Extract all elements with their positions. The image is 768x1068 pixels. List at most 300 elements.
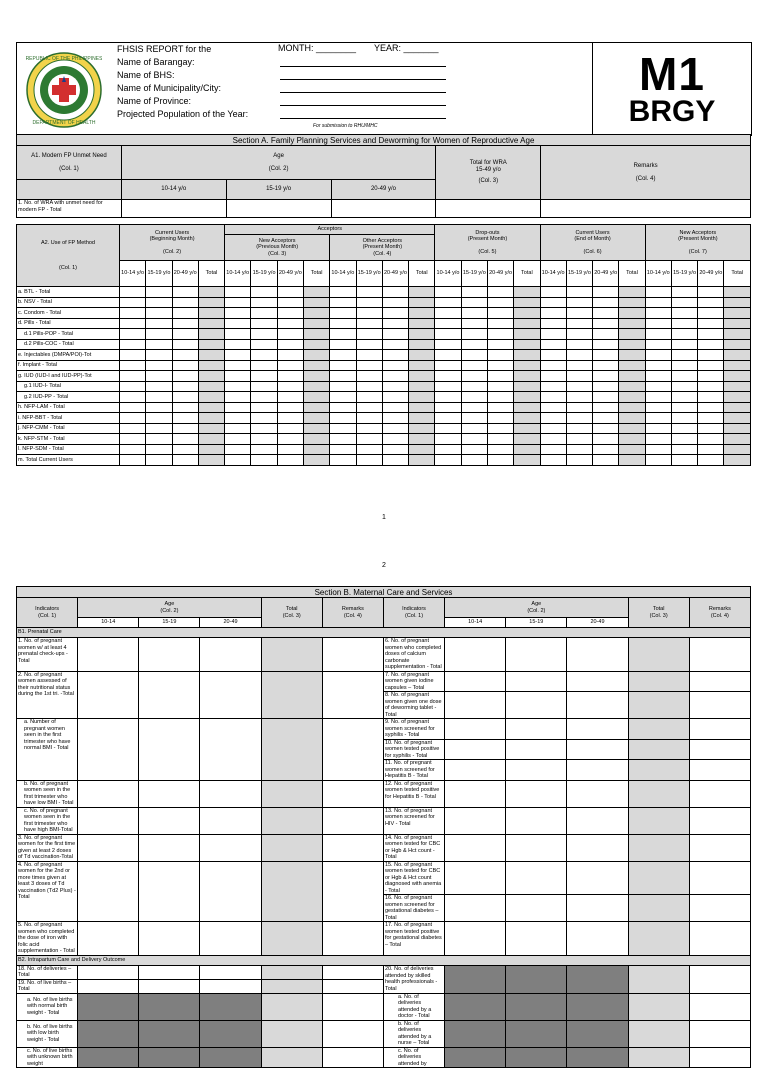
data-cell[interactable] bbox=[461, 339, 487, 350]
data-cell[interactable] bbox=[120, 434, 146, 445]
data-cell[interactable] bbox=[567, 1020, 628, 1047]
data-cell[interactable] bbox=[671, 318, 697, 329]
data-cell[interactable] bbox=[698, 423, 724, 434]
data-cell[interactable] bbox=[593, 318, 619, 329]
data-cell[interactable] bbox=[382, 318, 408, 329]
total-cell[interactable] bbox=[261, 1020, 322, 1047]
data-cell[interactable] bbox=[671, 339, 697, 350]
data-cell[interactable] bbox=[435, 413, 461, 424]
total-cell[interactable] bbox=[514, 371, 540, 382]
total-cell[interactable] bbox=[409, 371, 435, 382]
data-cell[interactable] bbox=[506, 834, 567, 861]
total-cell[interactable] bbox=[198, 339, 224, 350]
data-cell[interactable] bbox=[540, 455, 566, 466]
data-cell[interactable] bbox=[277, 287, 303, 298]
data-cell[interactable] bbox=[435, 287, 461, 298]
data-cell[interactable] bbox=[445, 895, 506, 922]
data-cell[interactable] bbox=[200, 638, 261, 672]
data-cell[interactable] bbox=[445, 671, 506, 692]
data-cell[interactable] bbox=[540, 308, 566, 319]
data-cell[interactable] bbox=[330, 434, 356, 445]
data-cell[interactable] bbox=[382, 392, 408, 403]
data-cell[interactable] bbox=[120, 339, 146, 350]
total-cell[interactable] bbox=[628, 834, 689, 861]
data-cell[interactable] bbox=[356, 392, 382, 403]
data-cell[interactable] bbox=[671, 308, 697, 319]
data-cell[interactable] bbox=[435, 350, 461, 361]
data-cell[interactable] bbox=[120, 455, 146, 466]
data-cell[interactable] bbox=[251, 434, 277, 445]
data-cell[interactable] bbox=[225, 455, 251, 466]
data-cell[interactable] bbox=[120, 297, 146, 308]
total-cell[interactable] bbox=[628, 807, 689, 834]
total-cell[interactable] bbox=[198, 360, 224, 371]
data-cell[interactable] bbox=[277, 434, 303, 445]
remarks-cell[interactable] bbox=[689, 638, 750, 672]
remarks-cell[interactable] bbox=[689, 1020, 750, 1047]
data-cell[interactable] bbox=[671, 455, 697, 466]
data-cell[interactable] bbox=[382, 402, 408, 413]
total-cell[interactable] bbox=[514, 455, 540, 466]
total-cell[interactable] bbox=[628, 638, 689, 672]
data-cell[interactable] bbox=[172, 329, 198, 340]
data-cell[interactable] bbox=[540, 287, 566, 298]
total-cell[interactable] bbox=[409, 402, 435, 413]
data-cell[interactable] bbox=[78, 719, 139, 781]
data-cell[interactable] bbox=[671, 297, 697, 308]
data-cell[interactable] bbox=[277, 402, 303, 413]
total-cell[interactable] bbox=[198, 350, 224, 361]
data-cell[interactable] bbox=[78, 780, 139, 807]
data-cell[interactable] bbox=[435, 455, 461, 466]
data-cell[interactable] bbox=[225, 402, 251, 413]
total-cell[interactable] bbox=[198, 423, 224, 434]
total-cell[interactable] bbox=[261, 807, 322, 834]
data-cell[interactable] bbox=[445, 807, 506, 834]
data-cell[interactable] bbox=[172, 308, 198, 319]
total-cell[interactable] bbox=[628, 692, 689, 719]
data-cell[interactable] bbox=[139, 979, 200, 993]
total-cell[interactable] bbox=[198, 434, 224, 445]
total-cell[interactable] bbox=[724, 444, 751, 455]
data-cell[interactable] bbox=[78, 638, 139, 672]
data-cell[interactable] bbox=[435, 434, 461, 445]
total-cell[interactable] bbox=[409, 350, 435, 361]
data-cell[interactable] bbox=[172, 413, 198, 424]
data-cell[interactable] bbox=[200, 965, 261, 979]
total-cell[interactable] bbox=[514, 339, 540, 350]
data-cell[interactable] bbox=[277, 381, 303, 392]
data-cell[interactable] bbox=[120, 402, 146, 413]
total-cell[interactable] bbox=[514, 318, 540, 329]
data-cell[interactable] bbox=[487, 423, 513, 434]
total-cell[interactable] bbox=[619, 329, 645, 340]
data-cell[interactable] bbox=[566, 339, 592, 350]
data-cell[interactable] bbox=[540, 339, 566, 350]
data-cell[interactable] bbox=[120, 371, 146, 382]
total-cell[interactable] bbox=[303, 413, 329, 424]
data-cell[interactable] bbox=[225, 381, 251, 392]
data-cell[interactable] bbox=[356, 423, 382, 434]
data-cell[interactable] bbox=[567, 692, 628, 719]
data-cell[interactable] bbox=[382, 423, 408, 434]
total-cell[interactable] bbox=[628, 1047, 689, 1068]
data-cell[interactable] bbox=[330, 402, 356, 413]
total-cell[interactable] bbox=[619, 318, 645, 329]
total-cell[interactable] bbox=[628, 780, 689, 807]
data-cell[interactable] bbox=[461, 444, 487, 455]
data-cell[interactable] bbox=[120, 350, 146, 361]
data-cell[interactable] bbox=[200, 993, 261, 1020]
data-cell[interactable] bbox=[645, 371, 671, 382]
data-cell[interactable] bbox=[330, 444, 356, 455]
total-cell[interactable] bbox=[198, 392, 224, 403]
data-cell[interactable] bbox=[506, 1020, 567, 1047]
data-cell[interactable] bbox=[200, 807, 261, 834]
data-cell[interactable] bbox=[593, 360, 619, 371]
remarks-cell[interactable] bbox=[322, 965, 383, 979]
data-cell[interactable] bbox=[540, 444, 566, 455]
data-cell[interactable] bbox=[698, 360, 724, 371]
data-cell[interactable] bbox=[593, 297, 619, 308]
data-cell[interactable] bbox=[225, 423, 251, 434]
data-cell[interactable] bbox=[593, 455, 619, 466]
data-cell[interactable] bbox=[146, 434, 172, 445]
data-cell[interactable] bbox=[146, 392, 172, 403]
data-cell[interactable] bbox=[172, 350, 198, 361]
total-cell[interactable] bbox=[303, 329, 329, 340]
data-cell[interactable] bbox=[566, 297, 592, 308]
data-cell[interactable] bbox=[172, 318, 198, 329]
data-cell[interactable] bbox=[146, 318, 172, 329]
data-cell[interactable] bbox=[139, 638, 200, 672]
total-cell[interactable] bbox=[619, 339, 645, 350]
total-cell[interactable] bbox=[514, 444, 540, 455]
total-cell[interactable] bbox=[724, 350, 751, 361]
data-cell[interactable] bbox=[146, 360, 172, 371]
total-cell[interactable] bbox=[514, 392, 540, 403]
data-cell[interactable] bbox=[139, 807, 200, 834]
data-cell[interactable] bbox=[251, 455, 277, 466]
data-cell[interactable] bbox=[566, 308, 592, 319]
data-cell[interactable] bbox=[225, 371, 251, 382]
data-cell[interactable] bbox=[461, 318, 487, 329]
data-cell[interactable] bbox=[139, 922, 200, 956]
data-cell[interactable] bbox=[251, 287, 277, 298]
data-cell[interactable] bbox=[506, 922, 567, 956]
total-cell[interactable] bbox=[198, 413, 224, 424]
data-cell[interactable] bbox=[645, 297, 671, 308]
data-cell[interactable] bbox=[445, 922, 506, 956]
data-cell[interactable] bbox=[593, 287, 619, 298]
data-cell[interactable] bbox=[671, 402, 697, 413]
data-cell[interactable] bbox=[567, 671, 628, 692]
remarks-cell[interactable] bbox=[689, 1047, 750, 1068]
remarks-cell[interactable] bbox=[322, 993, 383, 1020]
total-cell[interactable] bbox=[724, 360, 751, 371]
data-cell[interactable] bbox=[200, 979, 261, 993]
data-cell[interactable] bbox=[487, 329, 513, 340]
data-cell[interactable] bbox=[487, 413, 513, 424]
total-cell[interactable] bbox=[619, 308, 645, 319]
total-cell[interactable] bbox=[198, 297, 224, 308]
data-cell[interactable] bbox=[461, 371, 487, 382]
data-cell[interactable] bbox=[645, 287, 671, 298]
data-cell[interactable] bbox=[566, 455, 592, 466]
data-cell[interactable] bbox=[435, 444, 461, 455]
data-cell[interactable] bbox=[78, 807, 139, 834]
total-cell[interactable] bbox=[514, 423, 540, 434]
cell[interactable] bbox=[121, 200, 226, 218]
data-cell[interactable] bbox=[382, 413, 408, 424]
data-cell[interactable] bbox=[671, 434, 697, 445]
data-cell[interactable] bbox=[146, 329, 172, 340]
data-cell[interactable] bbox=[251, 360, 277, 371]
data-cell[interactable] bbox=[200, 1020, 261, 1047]
data-cell[interactable] bbox=[277, 318, 303, 329]
data-cell[interactable] bbox=[356, 413, 382, 424]
total-cell[interactable] bbox=[198, 381, 224, 392]
data-cell[interactable] bbox=[506, 739, 567, 760]
total-cell[interactable] bbox=[409, 308, 435, 319]
data-cell[interactable] bbox=[356, 329, 382, 340]
data-cell[interactable] bbox=[382, 308, 408, 319]
total-cell[interactable] bbox=[628, 760, 689, 781]
data-cell[interactable] bbox=[566, 413, 592, 424]
data-cell[interactable] bbox=[330, 297, 356, 308]
remarks-cell[interactable] bbox=[322, 807, 383, 834]
data-cell[interactable] bbox=[506, 638, 567, 672]
remarks-cell[interactable] bbox=[689, 671, 750, 692]
data-cell[interactable] bbox=[506, 861, 567, 895]
data-cell[interactable] bbox=[645, 329, 671, 340]
remarks-cell[interactable] bbox=[322, 671, 383, 719]
total-cell[interactable] bbox=[514, 402, 540, 413]
data-cell[interactable] bbox=[567, 739, 628, 760]
data-cell[interactable] bbox=[382, 444, 408, 455]
data-cell[interactable] bbox=[120, 381, 146, 392]
total-cell[interactable] bbox=[619, 381, 645, 392]
data-cell[interactable] bbox=[506, 671, 567, 692]
data-cell[interactable] bbox=[356, 455, 382, 466]
data-cell[interactable] bbox=[200, 780, 261, 807]
data-cell[interactable] bbox=[146, 381, 172, 392]
remarks-cell[interactable] bbox=[322, 638, 383, 672]
data-cell[interactable] bbox=[139, 834, 200, 861]
data-cell[interactable] bbox=[566, 371, 592, 382]
data-cell[interactable] bbox=[445, 692, 506, 719]
total-cell[interactable] bbox=[409, 318, 435, 329]
total-cell[interactable] bbox=[409, 455, 435, 466]
data-cell[interactable] bbox=[251, 339, 277, 350]
data-cell[interactable] bbox=[172, 444, 198, 455]
total-cell[interactable] bbox=[261, 965, 322, 979]
data-cell[interactable] bbox=[251, 402, 277, 413]
total-cell[interactable] bbox=[303, 402, 329, 413]
data-cell[interactable] bbox=[146, 339, 172, 350]
data-cell[interactable] bbox=[593, 350, 619, 361]
data-cell[interactable] bbox=[566, 423, 592, 434]
data-cell[interactable] bbox=[540, 360, 566, 371]
data-cell[interactable] bbox=[506, 965, 567, 993]
data-cell[interactable] bbox=[120, 287, 146, 298]
total-cell[interactable] bbox=[303, 381, 329, 392]
total-cell[interactable] bbox=[628, 671, 689, 692]
data-cell[interactable] bbox=[251, 413, 277, 424]
data-cell[interactable] bbox=[356, 318, 382, 329]
total-cell[interactable] bbox=[724, 329, 751, 340]
total-cell[interactable] bbox=[409, 297, 435, 308]
total-cell[interactable] bbox=[261, 780, 322, 807]
data-cell[interactable] bbox=[506, 780, 567, 807]
total-cell[interactable] bbox=[409, 360, 435, 371]
total-cell[interactable] bbox=[628, 719, 689, 740]
total-cell[interactable] bbox=[409, 413, 435, 424]
total-cell[interactable] bbox=[619, 455, 645, 466]
remarks-cell[interactable] bbox=[689, 760, 750, 781]
data-cell[interactable] bbox=[78, 671, 139, 719]
data-cell[interactable] bbox=[567, 965, 628, 993]
data-cell[interactable] bbox=[567, 922, 628, 956]
total-cell[interactable] bbox=[724, 287, 751, 298]
total-cell[interactable] bbox=[198, 444, 224, 455]
data-cell[interactable] bbox=[356, 287, 382, 298]
data-cell[interactable] bbox=[200, 1047, 261, 1068]
data-cell[interactable] bbox=[120, 308, 146, 319]
data-cell[interactable] bbox=[487, 360, 513, 371]
data-cell[interactable] bbox=[146, 297, 172, 308]
data-cell[interactable] bbox=[330, 329, 356, 340]
data-cell[interactable] bbox=[487, 318, 513, 329]
data-cell[interactable] bbox=[593, 434, 619, 445]
total-cell[interactable] bbox=[409, 287, 435, 298]
data-cell[interactable] bbox=[540, 350, 566, 361]
data-cell[interactable] bbox=[225, 413, 251, 424]
data-cell[interactable] bbox=[566, 434, 592, 445]
data-cell[interactable] bbox=[506, 692, 567, 719]
remarks-cell[interactable] bbox=[689, 861, 750, 895]
data-cell[interactable] bbox=[356, 339, 382, 350]
total-cell[interactable] bbox=[724, 339, 751, 350]
total-cell[interactable] bbox=[261, 671, 322, 719]
total-cell[interactable] bbox=[409, 392, 435, 403]
data-cell[interactable] bbox=[461, 455, 487, 466]
data-cell[interactable] bbox=[172, 455, 198, 466]
data-cell[interactable] bbox=[698, 392, 724, 403]
total-cell[interactable] bbox=[724, 455, 751, 466]
data-cell[interactable] bbox=[251, 444, 277, 455]
data-cell[interactable] bbox=[146, 423, 172, 434]
total-cell[interactable] bbox=[261, 834, 322, 861]
total-cell[interactable] bbox=[514, 434, 540, 445]
data-cell[interactable] bbox=[487, 402, 513, 413]
data-cell[interactable] bbox=[593, 308, 619, 319]
data-cell[interactable] bbox=[382, 350, 408, 361]
data-cell[interactable] bbox=[277, 444, 303, 455]
data-cell[interactable] bbox=[671, 444, 697, 455]
data-cell[interactable] bbox=[445, 719, 506, 740]
data-cell[interactable] bbox=[671, 423, 697, 434]
data-cell[interactable] bbox=[251, 297, 277, 308]
data-cell[interactable] bbox=[277, 329, 303, 340]
data-cell[interactable] bbox=[461, 423, 487, 434]
data-cell[interactable] bbox=[645, 444, 671, 455]
total-cell[interactable] bbox=[514, 308, 540, 319]
data-cell[interactable] bbox=[382, 297, 408, 308]
data-cell[interactable] bbox=[567, 780, 628, 807]
total-cell[interactable] bbox=[628, 965, 689, 993]
data-cell[interactable] bbox=[139, 993, 200, 1020]
data-cell[interactable] bbox=[78, 1047, 139, 1068]
data-cell[interactable] bbox=[593, 402, 619, 413]
data-cell[interactable] bbox=[506, 993, 567, 1020]
total-cell[interactable] bbox=[198, 402, 224, 413]
data-cell[interactable] bbox=[593, 444, 619, 455]
data-cell[interactable] bbox=[139, 719, 200, 781]
data-cell[interactable] bbox=[356, 381, 382, 392]
data-cell[interactable] bbox=[330, 318, 356, 329]
cell[interactable] bbox=[541, 200, 751, 218]
total-cell[interactable] bbox=[724, 297, 751, 308]
data-cell[interactable] bbox=[356, 360, 382, 371]
data-cell[interactable] bbox=[78, 834, 139, 861]
data-cell[interactable] bbox=[540, 423, 566, 434]
data-cell[interactable] bbox=[645, 434, 671, 445]
remarks-cell[interactable] bbox=[689, 922, 750, 956]
data-cell[interactable] bbox=[461, 350, 487, 361]
total-cell[interactable] bbox=[198, 455, 224, 466]
data-cell[interactable] bbox=[330, 392, 356, 403]
total-cell[interactable] bbox=[198, 329, 224, 340]
total-cell[interactable] bbox=[628, 993, 689, 1020]
data-cell[interactable] bbox=[251, 423, 277, 434]
remarks-cell[interactable] bbox=[689, 719, 750, 740]
total-cell[interactable] bbox=[619, 350, 645, 361]
remarks-cell[interactable] bbox=[689, 692, 750, 719]
total-cell[interactable] bbox=[514, 381, 540, 392]
data-cell[interactable] bbox=[356, 402, 382, 413]
data-cell[interactable] bbox=[172, 392, 198, 403]
data-cell[interactable] bbox=[671, 360, 697, 371]
data-cell[interactable] bbox=[445, 1020, 506, 1047]
data-cell[interactable] bbox=[645, 413, 671, 424]
data-cell[interactable] bbox=[172, 287, 198, 298]
data-cell[interactable] bbox=[120, 360, 146, 371]
remarks-cell[interactable] bbox=[689, 807, 750, 834]
remarks-cell[interactable] bbox=[322, 1047, 383, 1068]
data-cell[interactable] bbox=[445, 780, 506, 807]
data-cell[interactable] bbox=[645, 455, 671, 466]
data-cell[interactable] bbox=[461, 329, 487, 340]
data-cell[interactable] bbox=[277, 297, 303, 308]
data-cell[interactable] bbox=[487, 297, 513, 308]
data-cell[interactable] bbox=[251, 392, 277, 403]
cell[interactable] bbox=[436, 200, 541, 218]
total-cell[interactable] bbox=[619, 423, 645, 434]
data-cell[interactable] bbox=[506, 719, 567, 740]
remarks-cell[interactable] bbox=[689, 895, 750, 922]
data-cell[interactable] bbox=[593, 392, 619, 403]
data-cell[interactable] bbox=[540, 381, 566, 392]
data-cell[interactable] bbox=[435, 381, 461, 392]
data-cell[interactable] bbox=[146, 455, 172, 466]
total-cell[interactable] bbox=[409, 434, 435, 445]
data-cell[interactable] bbox=[671, 329, 697, 340]
total-cell[interactable] bbox=[619, 434, 645, 445]
total-cell[interactable] bbox=[724, 381, 751, 392]
data-cell[interactable] bbox=[146, 413, 172, 424]
data-cell[interactable] bbox=[445, 993, 506, 1020]
